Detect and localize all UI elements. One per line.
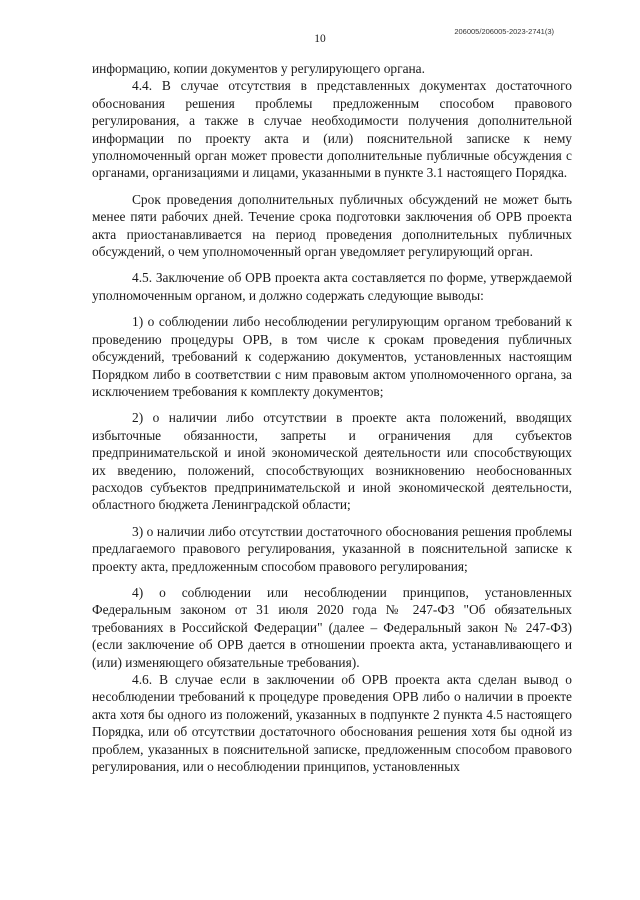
paragraph-4-5-item-2: 2) о наличии либо отсутствии в проекте акта положений, вводящих избыточные обязанности, запреты и ограничения для субъектов предпринимательской и иной экономической деятельности или способствующих их введению, положений, способствующих возникновению необоснованных расходов субъектов предпринимательской и иной экономической деятельности, областного бюджета Ленинградской области;: [92, 410, 572, 513]
document-id: 206005/206005-2023-2741(3): [454, 27, 554, 36]
paragraph-4-5: 4.5. Заключение об ОРВ проекта акта составляется по форме, утверждаемой уполномоченным органом, и должно содержать следующие выводы:: [92, 270, 572, 303]
paragraph-4-5-item-1: 1) о соблюдении либо несоблюдении регулирующим органом требований к проведению процедуры ОРВ, в том числе к срокам проведения публичных обсуждений, требований к содержанию документов, установленных настоящим Порядком либо в соответствии с ним правовым актом уполномоченного органа, за исключением требования к комплекту документов;: [92, 314, 572, 399]
paragraph-continuation: информацию, копии документов у регулирующего органа.: [92, 61, 425, 76]
page-number: 10: [314, 33, 326, 45]
paragraph-4-5-item-4: 4) о соблюдении или несоблюдении принципов, установленных Федеральным законом от 31 июля 2020 года № 247-ФЗ "Об обязательных требованиях в Российской Федерации" (далее – Федеральный закон № 247-ФЗ) (если заключение об ОРВ дается в отношении проекта акта, устанавливающего и (или) изменяющего обязательные требования).: [92, 584, 572, 670]
paragraph-4-4: 4.4. В случае отсутствия в представленных документах достаточного обоснования решения проблемы предложенным способом правового регулирования, а также в случае необходимости получения дополнительной информации по проекту акта и (или) пояснительной записке к нему уполномоченный орган может провести дополнительные публичные обсуждения с органами, организациями и лицами, указанными в пункте 3.1 настоящего Порядка.: [92, 78, 572, 181]
paragraph-4-6: 4.6. В случае если в заключении об ОРВ проекта акта сделан вывод о несоблюдении требований к процедуре проведения ОРВ либо о наличии в проекте акта хотя бы одного из положений, указанных в подпункте 2 пункта 4.5 настоящего Порядка, или об отсутствии достаточного обоснования решения хотя бы одной из проблем, указанных в пояснительной записке, предложенным способом правового регулирования, или о несоблюдении принципов, установленных: [92, 672, 572, 775]
paragraph-4-5-item-3: 3) о наличии либо отсутствии достаточного обоснования решения проблемы предлагаемого правового регулирования, указанной в пояснительной записке к проекту акта, предложенным способом правового регулирования;: [92, 523, 572, 574]
paragraph-additional-discussions: Срок проведения дополнительных публичных обсуждений не может быть менее пяти рабочих дней. Течение срока подготовки заключения об ОРВ проекта акта приостанавливается на период проведения дополнительных публичных обсуждений, о чем уполномоченный орган уведомляет регулирующий орган.: [92, 191, 572, 260]
document-body: [92, 60, 572, 775]
